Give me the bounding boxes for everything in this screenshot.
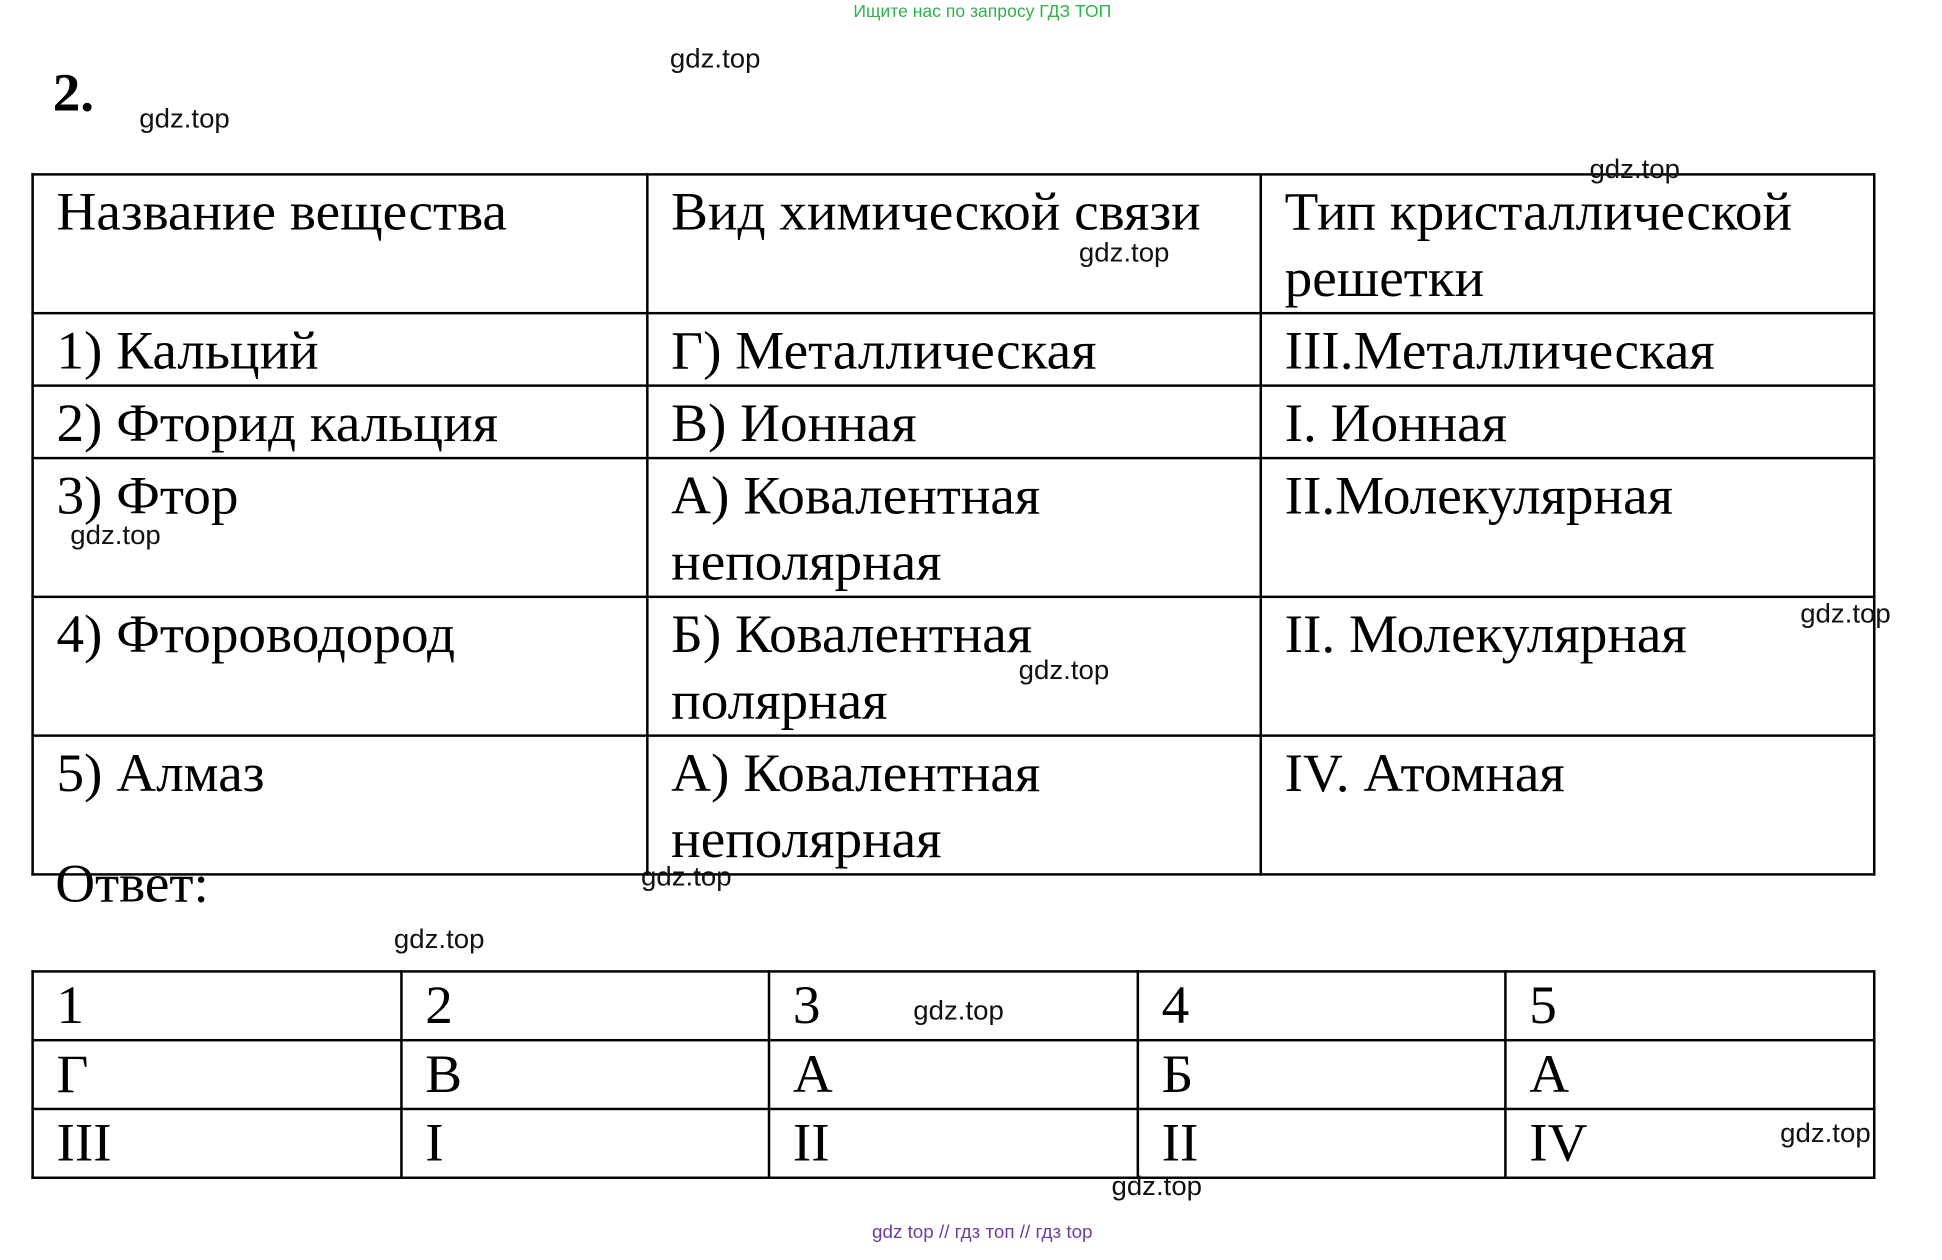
answer-cell: 3 bbox=[769, 971, 1138, 1040]
watermark: gdz.top bbox=[393, 923, 485, 955]
table-row bbox=[33, 597, 1875, 736]
substance-cell: 3) Фтор bbox=[33, 458, 648, 597]
watermark: gdz.top bbox=[1800, 598, 1891, 629]
header-crystal-lattice: Тип кристаллической решетки bbox=[1261, 174, 1874, 313]
bond-cell: А) Ковалентная неполярная bbox=[647, 736, 1260, 875]
table-row bbox=[33, 386, 1875, 458]
watermark: gdz.top bbox=[139, 103, 230, 134]
answer-cell: Б bbox=[1138, 1040, 1506, 1109]
header-bond-type: Вид химической связи bbox=[647, 174, 1260, 313]
watermark: gdz.top bbox=[1078, 237, 1170, 268]
table-row bbox=[33, 458, 1875, 597]
bond-cell: А) Ковалентная неполярная bbox=[647, 458, 1260, 597]
bond-cell: Г) Металлическая bbox=[647, 313, 1260, 385]
watermark: gdz.top bbox=[913, 994, 1004, 1026]
watermark: gdz.top bbox=[1780, 1117, 1871, 1149]
table-header-row bbox=[33, 174, 1875, 313]
watermark: gdz.top bbox=[641, 860, 732, 892]
watermark: gdz.top bbox=[1589, 153, 1680, 185]
answer-cell: 5 bbox=[1505, 971, 1874, 1040]
answer-cell: IV bbox=[1505, 1109, 1874, 1178]
answer-cell: Г bbox=[33, 1040, 402, 1109]
header-substance-name: Название вещества bbox=[33, 174, 648, 313]
answer-cell: II bbox=[769, 1109, 1138, 1178]
substance-cell: 5) Алмаз bbox=[33, 736, 648, 875]
lattice-cell: III.Металлическая bbox=[1261, 313, 1874, 385]
answer-row-lattices bbox=[33, 1109, 1875, 1178]
answer-label: Ответ: bbox=[55, 853, 209, 914]
watermark: gdz.top bbox=[669, 42, 761, 74]
substances-table bbox=[31, 173, 1875, 875]
answer-row-bonds bbox=[33, 1040, 1875, 1109]
watermark: gdz.top bbox=[1018, 654, 1110, 686]
substance-cell: 4) Фтороводород bbox=[33, 597, 648, 736]
substance-cell: 1) Кальций bbox=[33, 313, 648, 385]
answer-cell: В bbox=[401, 1040, 769, 1109]
answer-cell: I bbox=[401, 1109, 769, 1178]
table-row bbox=[33, 736, 1875, 875]
lattice-cell: II.Молекулярная bbox=[1261, 458, 1874, 597]
watermark: gdz.top bbox=[1111, 1170, 1203, 1202]
search-hint-banner: Ищите нас по запросу ГДЗ ТОП bbox=[853, 1, 1112, 21]
watermark: gdz.top bbox=[70, 519, 161, 551]
answer-cell: III bbox=[33, 1109, 402, 1178]
bond-cell: В) Ионная bbox=[647, 386, 1260, 458]
lattice-cell: I. Ионная bbox=[1261, 386, 1874, 458]
answer-cell: А bbox=[1505, 1040, 1874, 1109]
answer-cell: 2 bbox=[401, 971, 769, 1040]
answer-cell: 1 bbox=[33, 971, 402, 1040]
answer-cell: 4 bbox=[1138, 971, 1506, 1040]
footer-links: gdz top // гдз топ // гдз top bbox=[872, 1221, 1093, 1243]
answer-cell: А bbox=[769, 1040, 1138, 1109]
task-number: 2. bbox=[52, 62, 95, 123]
substance-cell: 2) Фторид кальция bbox=[33, 386, 648, 458]
table-row bbox=[33, 313, 1875, 385]
lattice-cell: II. Молекулярная bbox=[1261, 597, 1874, 736]
lattice-cell: IV. Атомная bbox=[1261, 736, 1874, 875]
answer-cell: II bbox=[1138, 1109, 1506, 1178]
bond-cell: Б) Ковалентная полярная bbox=[647, 597, 1260, 736]
